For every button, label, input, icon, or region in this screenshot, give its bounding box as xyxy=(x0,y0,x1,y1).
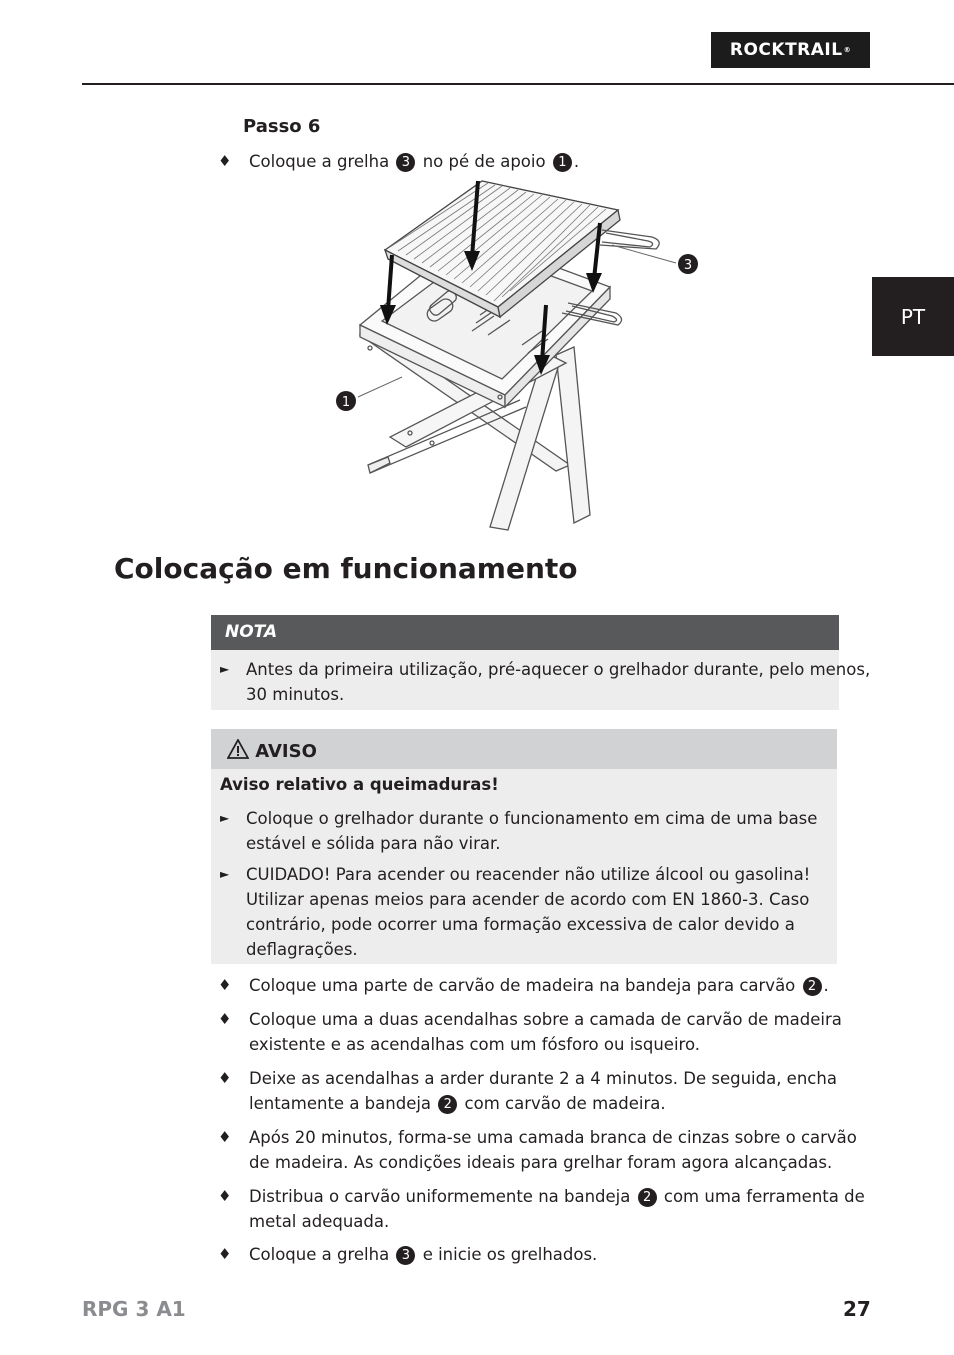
warning-line: Coloque o grelhador durante o funcionamento em cima de uma base xyxy=(246,809,818,828)
step-text: Deixe as acendalhas a arder durante 2 a 4 minutos. De seguida, encha xyxy=(249,1069,837,1088)
note-line: 30 minutos. xyxy=(246,685,345,704)
arrow-bullet-icon: ► xyxy=(220,662,230,676)
warning-triangle-icon xyxy=(227,739,249,759)
section-title: Colocação em funcionamento xyxy=(114,552,578,585)
warning-line: CUIDADO! Para acender ou reacender não utilize álcool ou gasolina! xyxy=(246,865,811,884)
diamond-bullet-icon: ♦ xyxy=(218,152,232,170)
diamond-bullet-icon: ♦ xyxy=(218,1010,232,1028)
brand-logo xyxy=(711,32,870,68)
step-text: Coloque uma parte de carvão de madeira na bandeja para carvão 2 . xyxy=(249,976,829,995)
note-line: Antes da primeira utilização, pré-aquecer o grelhador durante, pelo menos, xyxy=(246,660,871,679)
diamond-bullet-icon: ♦ xyxy=(218,1187,232,1205)
step-text: existente e as acendalhas com um fósforo ou isqueiro. xyxy=(249,1035,701,1054)
warning-line: deflagrações. xyxy=(246,940,358,959)
note-heading: NOTA xyxy=(211,615,839,650)
callout-number: 3 xyxy=(396,153,415,172)
step-text: Distribua o carvão uniformemente na bandeja 2 com uma ferramenta de xyxy=(249,1187,865,1206)
warning-line: Utilizar apenas meios para acender de acordo com EN 1860-3. Caso xyxy=(246,890,810,909)
diamond-bullet-icon: ♦ xyxy=(218,1245,232,1263)
step-bullet-text: Coloque a grelha 3 no pé de apoio 1 . xyxy=(249,152,580,171)
header-rule xyxy=(82,83,954,85)
step-title: Passo 6 xyxy=(243,116,321,137)
warning-line: estável e sólida para não virar. xyxy=(246,834,501,853)
page-number: 27 xyxy=(843,1297,871,1321)
step-text: Coloque uma a duas acendalhas sobre a camada de carvão de madeira xyxy=(249,1010,842,1029)
warning-box xyxy=(211,729,837,964)
footer-model: RPG 3 A1 xyxy=(82,1297,186,1321)
diamond-bullet-icon: ♦ xyxy=(218,1128,232,1146)
diamond-bullet-icon: ♦ xyxy=(218,976,232,994)
callout-number: 3 xyxy=(396,1246,415,1265)
callout-number: 2 xyxy=(638,1188,657,1207)
note-box xyxy=(211,615,871,710)
callout-number: 2 xyxy=(803,977,822,996)
callout-stand-label: 1 xyxy=(341,395,351,410)
language-tab-label: PT xyxy=(900,304,926,329)
step-text: Coloque a grelha 3 e inicie os grelhados. xyxy=(249,1245,598,1264)
step-text: lentamente a bandeja 2 com carvão de madeira. xyxy=(249,1094,666,1113)
callout-number: 1 xyxy=(553,153,572,172)
grill-assembly-illustration xyxy=(330,175,710,537)
step-text: metal adequada. xyxy=(249,1212,390,1231)
callout-number: 2 xyxy=(438,1095,457,1114)
arrow-bullet-icon: ► xyxy=(220,867,230,881)
step-text: Após 20 minutos, forma-se uma camada branca de cinzas sobre o carvão xyxy=(249,1128,857,1147)
language-tab xyxy=(872,277,954,356)
warning-heading xyxy=(211,729,837,769)
callout-grill-label: 3 xyxy=(683,258,693,273)
warning-label: AVISO xyxy=(255,741,317,762)
warning-line: contrário, pode ocorrer uma formação excessiva de calor devido a xyxy=(246,915,795,934)
brand-name: ROCKTRAIL xyxy=(729,40,843,60)
warning-subtitle: Aviso relativo a queimaduras! xyxy=(220,775,499,794)
step-text: de madeira. As condições ideais para grelhar foram agora alcançadas. xyxy=(249,1153,833,1172)
arrow-bullet-icon: ► xyxy=(220,811,230,825)
diamond-bullet-icon: ♦ xyxy=(218,1069,232,1087)
registered-mark: ® xyxy=(843,46,852,54)
